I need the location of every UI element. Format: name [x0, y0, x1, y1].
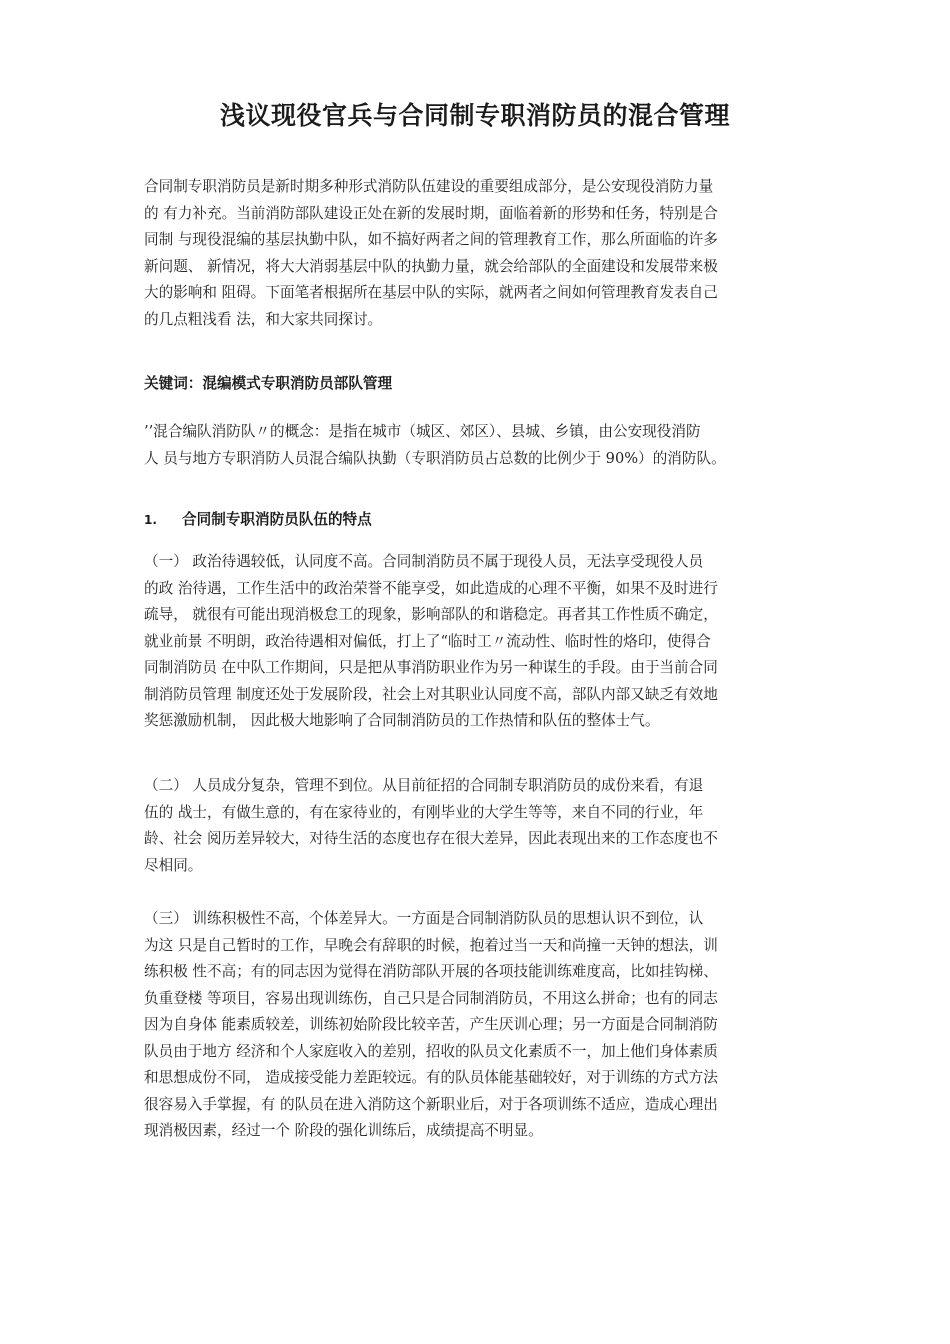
paragraph-line: 疏导， 就很有可能出现消极怠工的现象，影响部队的和谐稳定。再者其工作性质不确定， — [144, 606, 718, 623]
paragraph-line: 尽相同。 — [144, 856, 203, 874]
paragraph-line: 因为自身体 能素质较差，训练初始阶段比较辛苦，产生厌训心理；另一方面是合同制消防 — [144, 1016, 718, 1033]
keywords-line: 关键词：混编模式专职消防员部队管理 — [144, 375, 393, 392]
concept-paragraph — [144, 419, 818, 472]
paragraph-line: 奖惩激励机制， 因此极大地影响了合同制消防员的工作热情和队伍的整体士气。 — [144, 712, 660, 729]
intro-line: 合同制专职消防员是新时期多种形式消防队伍建设的重要组成部分，是公安现役消防力量 — [144, 178, 714, 195]
paragraph-line: 负重登楼 等项目，容易出现训练伤，自己只是合同制消防员，不用这么拼命；也有的同志 — [144, 989, 718, 1007]
section-heading — [144, 508, 372, 529]
paragraph-two — [144, 773, 818, 879]
section-number: 1. — [144, 513, 157, 527]
concept-line: ’’混合编队消防队〃的概念：是指在城市（城区、郊区）、县城、乡镇，由公安现役消防 — [144, 423, 701, 440]
section-title: 合同制专职消防员队伍的特点 — [182, 511, 372, 528]
paragraph-line: （二） 人员成分复杂，管理不到位。从目前征招的合同制专职消防员的成份来看，有退 — [144, 777, 704, 794]
paragraph-three — [144, 906, 818, 1145]
paragraph-one — [144, 549, 818, 735]
document-title: 浅议现役官兵与合同制专职消防员的混合管理 — [219, 101, 730, 130]
paragraph-line: （三） 训练积极性不高，个体差异大。一方面是合同制消防队员的思想认识不到位，认 — [144, 910, 704, 927]
intro-line: 的几点粗浅看 法，和大家共同探讨。 — [144, 310, 383, 328]
paragraph-line: 练积极 性不高；有的同志因为觉得在消防部队开展的各项技能训练难度高，比如挂钩梯、 — [144, 963, 718, 980]
paragraph-line: 的政 治待遇，工作生活中的政治荣誉不能享受，如此造成的心理不平衡，如果不及时进行 — [144, 579, 718, 597]
paragraph-line: （一） 政治待遇较低，认同度不高。合同制消防员不属于现役人员，无法享受现役人员 — [144, 553, 704, 570]
paragraph-line: 为这 只是自己暂时的工作，早晚会有辞职的时候，抱着过当一天和尚撞一天钟的想法，训 — [144, 936, 718, 954]
concept-line: 人 员与地方专职消防人员混合编队执勤（专职消防员占总数的比例少于 90%）的消防队。 — [144, 449, 726, 467]
intro-paragraph — [144, 174, 818, 333]
paragraph-line: 很容易入手掌握，有 的队员在进入消防这个新职业后，对于各项训练不适应，造成心理出 — [144, 1095, 718, 1113]
intro-line: 大的影响和 阻碍。下面笔者根据所在基层中队的实际，就两者之间如何管理教育发表自己 — [144, 284, 718, 301]
paragraph-line: 队员由于地方 经济和个人家庭收入的差别，招收的队员文化素质不一，加上他们身体素质 — [144, 1042, 718, 1060]
intro-line: 的 有力补充。当前消防部队建设正处在新的发展时期，面临着新的形势和任务，特别是合 — [144, 204, 718, 222]
intro-line: 同制 与现役混编的基层执勤中队，如不搞好两者之间的管理教育工作，那么所面临的许多 — [144, 231, 718, 248]
paragraph-line: 伍的 战士，有做生意的，有在家待业的，有刚毕业的大学生等等，来自不同的行业，年 — [144, 803, 704, 821]
paragraph-line: 龄、社会 阅历差异较大，对待生活的态度也存在很大差异，因此表现出来的工作态度也不 — [144, 830, 718, 847]
paragraph-line: 制消防员管理 制度还处于发展阶段，社会上对其职业认同度不高，部队内部又缺乏有效地 — [144, 685, 718, 703]
paragraph-line: 和思想成份不同， 造成接受能力差距较远。有的队员体能基础较好，对于训练的方式方法 — [144, 1069, 718, 1086]
paragraph-line: 就业前景 不明朗，政治待遇相对偏低，打上了“临时工〃流动性、临时性的烙印，使得合 — [144, 632, 711, 650]
paragraph-line: 同制消防员 在中队工作期间，只是把从事消防职业作为另一种谋生的手段。由于当前合同 — [144, 659, 718, 676]
paragraph-line: 现消极因素，经过一个 阶段的强化训练后，成绩提高不明显。 — [144, 1122, 543, 1139]
intro-line: 新问题、 新情况，将大大消弱基层中队的执勤力量，就会给部队的全面建设和发展带来极 — [144, 257, 718, 275]
